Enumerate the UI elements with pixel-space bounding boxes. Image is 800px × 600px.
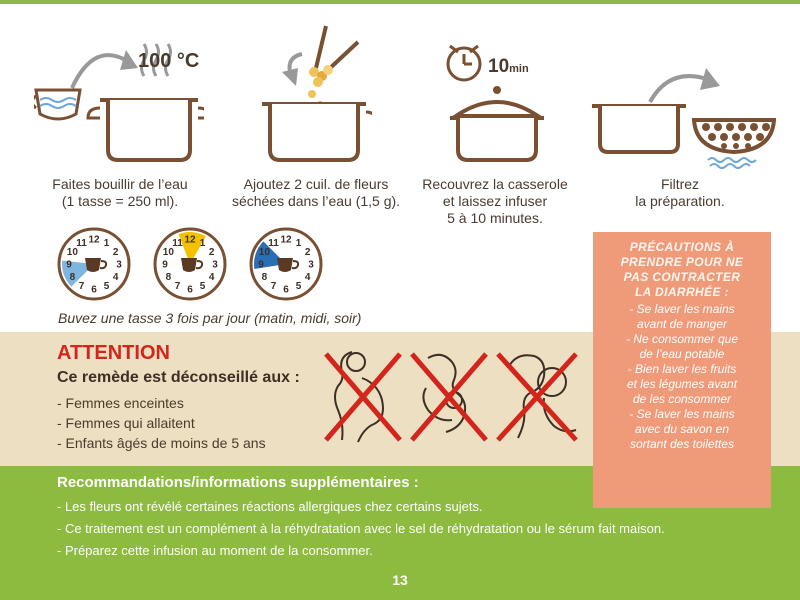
clock-number: 3 xyxy=(308,259,314,271)
mother-child-crossed-icon xyxy=(494,348,580,444)
timer-label xyxy=(488,56,529,78)
clock-number: 5 xyxy=(199,281,206,293)
clock-number: 2 xyxy=(304,247,311,258)
strainer-icon xyxy=(590,64,776,174)
clock-number: 1 xyxy=(103,237,110,249)
timer-value: 10 xyxy=(488,56,510,77)
clock-number: 3 xyxy=(212,259,218,271)
attention-list xyxy=(57,393,266,453)
page-number: 13 xyxy=(392,572,408,588)
clock-number: 5 xyxy=(103,281,110,293)
list-item: - Ne consommer que de l’eau potable xyxy=(625,332,739,361)
clock-number: 12 xyxy=(280,234,292,246)
cup-icon xyxy=(277,258,293,272)
clock-number: 1 xyxy=(295,237,302,249)
clock-morning-icon xyxy=(56,226,132,302)
list-item: - Femmes qui allaitent xyxy=(57,415,195,431)
list-item: - Femmes enceintes xyxy=(57,395,184,411)
clock-number: 7 xyxy=(78,281,85,293)
list-item: - Se laver les mains avec du savon en sortant des toilettes xyxy=(629,407,735,451)
clock-number: 9 xyxy=(66,259,72,271)
top-border xyxy=(0,0,800,4)
clock-number: 9 xyxy=(162,259,168,271)
step-4-text: Filtrez la préparation. xyxy=(635,176,725,209)
clock-number: 4 xyxy=(208,272,215,283)
clock-number: 11 xyxy=(76,237,87,249)
cup-icon xyxy=(181,258,197,272)
list-item: - Se laver les mains avant de manger xyxy=(629,302,735,331)
step-3-text: Recouvrez la casserole et laissez infuser 5 à 10 minutes. xyxy=(422,176,568,226)
list-item: - Enfants âgés de moins de 5 ans xyxy=(57,435,266,451)
clock-number: 6 xyxy=(91,284,97,296)
clock-number: 3 xyxy=(116,259,122,271)
list-item: - Bien laver les fruits et les légumes avant de les consommer xyxy=(626,362,738,406)
attention-subtitle: Ce remède est déconseillé aux : xyxy=(57,369,300,386)
list-item: - Les fleurs ont révélé certaines réactions allergiques chez certains sujets. xyxy=(57,499,483,514)
clock-number: 11 xyxy=(268,237,279,249)
precautions-list xyxy=(599,302,765,452)
temperature-label: 100 °C xyxy=(138,50,200,72)
recommendations-title: Recommandations/informations supplémentaires : xyxy=(57,474,419,491)
clock-number: 2 xyxy=(112,247,119,258)
clock-number: 11 xyxy=(172,237,183,249)
step-1-text: Faites bouillir de l’eau (1 tasse = 250 ml). xyxy=(52,176,188,209)
clock-number: 10 xyxy=(162,247,174,258)
clock-number: 1 xyxy=(199,237,206,249)
clock-number: 10 xyxy=(258,247,270,258)
clock-number: 7 xyxy=(174,281,181,293)
precautions-title: PRÉCAUTIONS À PRENDRE POUR NE PAS CONTRACTER LA DIARRHÉE : xyxy=(620,240,744,299)
clock-number: 4 xyxy=(304,272,311,283)
clock-number: 12 xyxy=(88,234,100,246)
clock-number: 4 xyxy=(112,272,119,283)
clock-number: 8 xyxy=(261,272,268,283)
clock-number: 6 xyxy=(187,284,193,296)
step-2-text: Ajoutez 2 cuil. de fleurs séchées dans l’eau (1,5 g). xyxy=(231,176,401,209)
clock-number: 12 xyxy=(184,234,196,246)
recommendations-list xyxy=(57,496,665,562)
clock-number: 8 xyxy=(165,272,172,283)
list-item: - Ce traitement est un complément à la réhydratation avec le sel de réhydratation ou le sérum fait maison. xyxy=(57,521,665,536)
clock-number: 5 xyxy=(295,281,302,293)
pregnant-woman-crossed-icon xyxy=(322,348,404,444)
clock-number: 8 xyxy=(69,272,76,283)
breastfeeding-woman-crossed-icon xyxy=(408,348,490,444)
clock-number: 9 xyxy=(258,259,264,271)
clock-evening-icon xyxy=(248,226,324,302)
clock-number: 6 xyxy=(283,284,289,296)
precautions-box xyxy=(593,232,771,508)
clock-number: 2 xyxy=(208,247,215,258)
pot-flowers-icon xyxy=(262,24,372,168)
attention-title: ATTENTION xyxy=(57,342,170,364)
timer-unit: min xyxy=(509,63,529,75)
clock-number: 10 xyxy=(66,247,78,258)
cup-icon xyxy=(85,258,101,272)
clock-number: 7 xyxy=(270,281,277,293)
list-item: - Préparez cette infusion au moment de la consommer. xyxy=(57,543,373,558)
dose-instruction: Buvez une tasse 3 fois par jour (matin, midi, soir) xyxy=(58,310,362,326)
clock-noon-icon xyxy=(152,226,228,302)
